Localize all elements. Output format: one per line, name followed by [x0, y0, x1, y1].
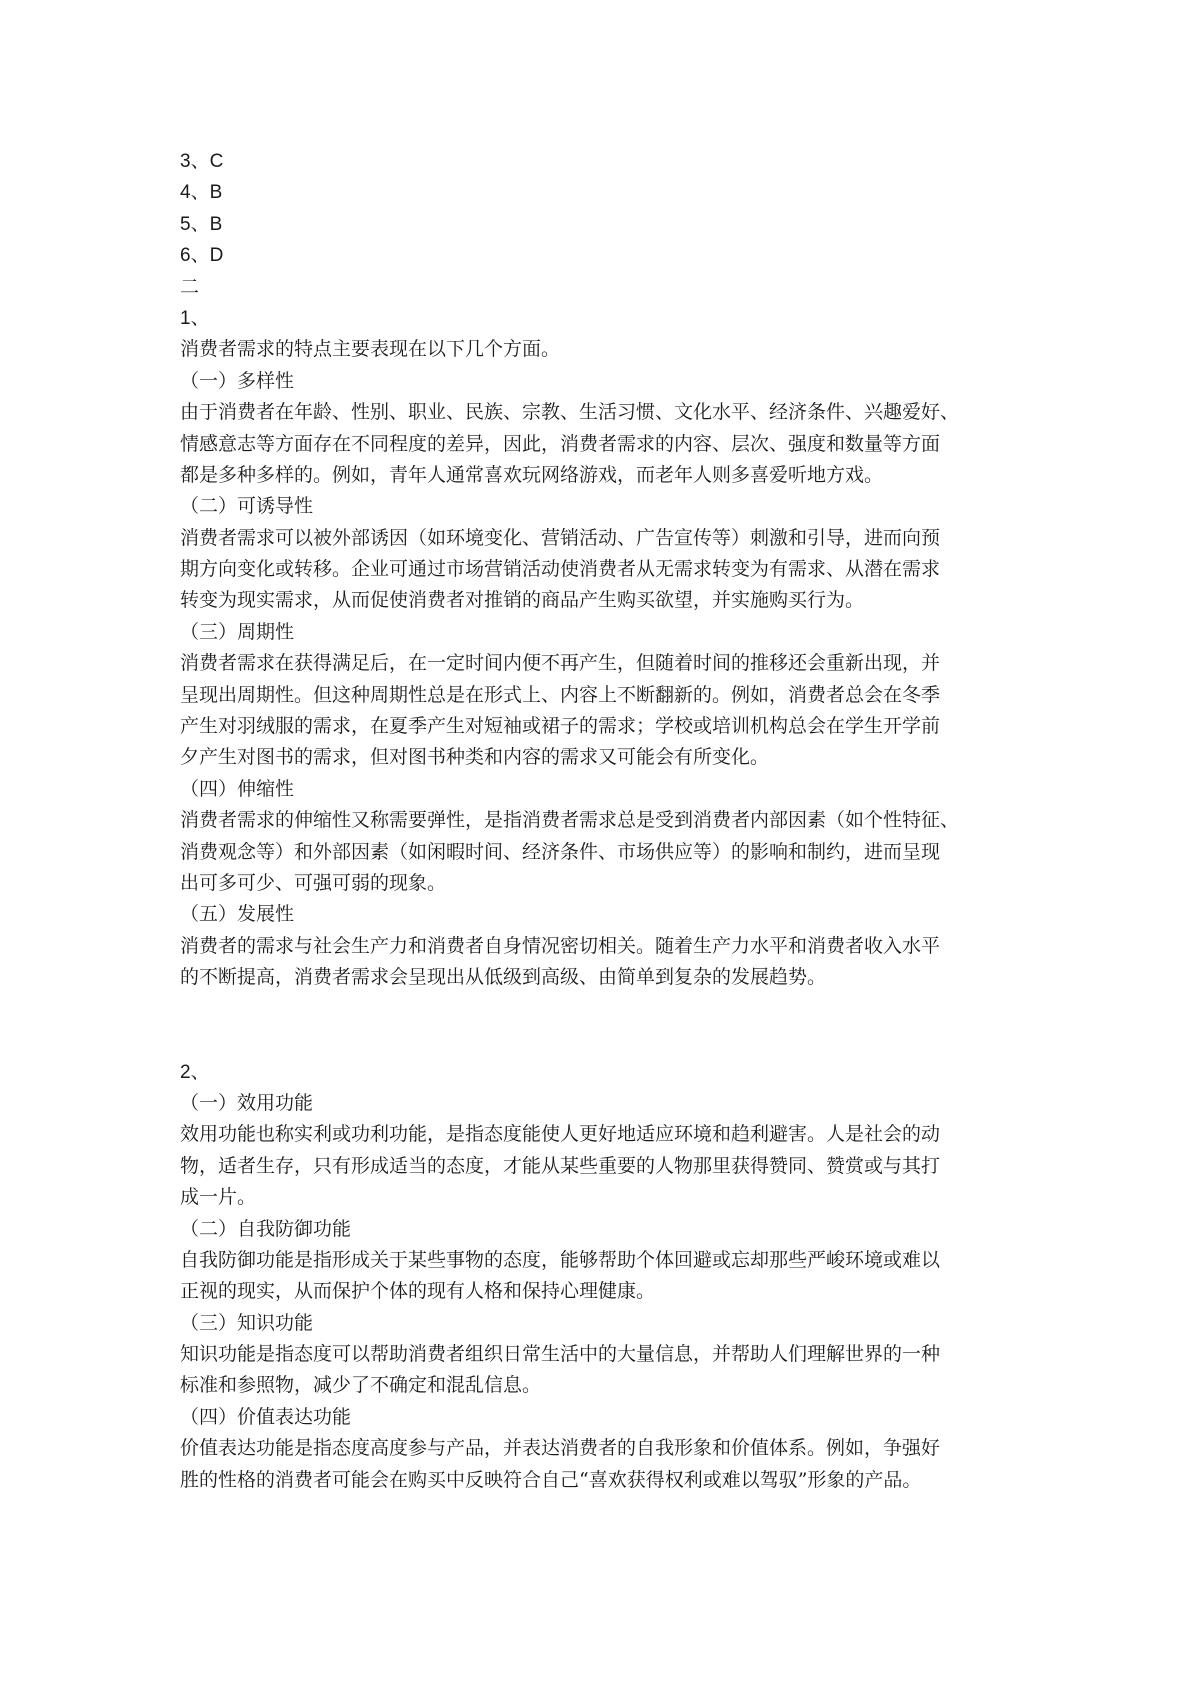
q2-p1-line: 物，适者生存，只有形成适当的态度，才能从某些重要的人物那里获得赞同、赞赏或与其打: [180, 1154, 941, 1177]
q1-heading-2: （二）可诱导性: [180, 495, 314, 518]
q1-heading-4: （四）伸缩性: [180, 777, 295, 800]
q2-heading-2: （二）自我防御功能: [180, 1217, 352, 1240]
q1-p3-line: 呈现出周期性。但这种周期性总是在形式上、内容上不断翻新的。例如，消费者总会在冬季: [180, 683, 941, 706]
answer-3: 3、C: [180, 151, 224, 172]
q1-p4-line: 消费者需求的伸缩性又称需要弹性，是指消费者需求总是受到消费者内部因素（如个性特征、: [180, 809, 960, 832]
q1-heading-1: （一）多样性: [180, 369, 295, 392]
q1-p3-line: 产生对羽绒服的需求，在夏季产生对短袖或裙子的需求；学校或培训机构总会在学生开学前: [180, 715, 941, 738]
q1-heading-3: （三）周期性: [180, 620, 295, 643]
q2-heading-1: （一）效用功能: [180, 1091, 314, 1114]
q1-p1-line: 由于消费者在年龄、性别、职业、民族、宗教、生活习惯、文化水平、经济条件、兴趣爱好、: [180, 401, 960, 424]
q1-p5-line: 的不断提高，消费者需求会呈现出从低级到高级、由简单到复杂的发展趋势。: [180, 966, 827, 989]
q1-p4-line: 出可多可少、可强可弱的现象。: [180, 871, 447, 894]
q2-p2-line: 自我防御功能是指形成关于某些事物的态度，能够帮助个体回避或忘却那些严峻环境或难以: [180, 1248, 941, 1271]
q1-p3-line: 夕产生对图书的需求，但对图书种类和内容的需求又可能会有所变化。: [180, 746, 770, 769]
q2-p4-line: 胜的性格的消费者可能会在购买中反映符合自己“喜欢获得权利或难以驾驭”形象的产品。: [180, 1468, 922, 1491]
answer-5: 5、B: [180, 213, 223, 235]
section-two-heading: 二: [180, 275, 200, 298]
answer-4: 4、B: [180, 182, 223, 204]
q1-p2-line: 消费者需求可以被外部诱因（如环境变化、营销活动、广告宣传等）刺激和引导，进而向预: [180, 526, 941, 549]
q1-p2-line: 转变为现实需求，从而促使消费者对推销的商品产生购买欲望，并实施购买行为。: [180, 589, 865, 612]
q2-heading-4: （四）价值表达功能: [180, 1405, 352, 1428]
q1-intro: 消费者需求的特点主要表现在以下几个方面。: [180, 338, 561, 361]
document-page: [180, 146, 1020, 1496]
q2-p4-line: 价值表达功能是指态度高度参与产品，并表达消费者的自我形象和价值体系。例如，争强好: [180, 1437, 941, 1460]
q1-heading-5: （五）发展性: [180, 903, 295, 926]
q2-p1-line: 效用功能也称实利或功利功能，是指态度能使人更好地适应环境和趋利避害。人是社会的动: [180, 1123, 941, 1146]
q1-p5-line: 消费者的需求与社会生产力和消费者自身情况密切相关。随着生产力水平和消费者收入水平: [180, 934, 941, 957]
q2-p3-line: 标准和参照物，减少了不确定和混乱信息。: [180, 1374, 542, 1397]
q2-number: 2、: [180, 1061, 210, 1083]
q1-number: 1、: [180, 307, 210, 329]
q1-p3-line: 消费者需求在获得满足后，在一定时间内便不再产生，但随着时间的推移还会重新出现，并: [180, 652, 941, 675]
q2-p3-line: 知识功能是指态度可以帮助消费者组织日常生活中的大量信息，并帮助人们理解世界的一种: [180, 1343, 941, 1366]
q1-p2-line: 期方向变化或转移。企业可通过市场营销活动使消费者从无需求转变为有需求、从潜在需求: [180, 558, 941, 581]
q1-p1-line: 都是多种多样的。例如，青年人通常喜欢玩网络游戏，而老年人则多喜爱听地方戏。: [180, 463, 884, 486]
section-spacer: [180, 994, 1020, 1057]
q2-p1-line: 成一片。: [180, 1186, 257, 1209]
q2-heading-3: （三）知识功能: [180, 1311, 314, 1334]
q1-p1-line: 情感意志等方面存在不同程度的差异，因此，消费者需求的内容、层次、强度和数量等方面: [180, 432, 941, 455]
answer-6: 6、D: [180, 245, 224, 267]
q1-p4-line: 消费观念等）和外部因素（如闲暇时间、经济条件、市场供应等）的影响和制约，进而呈现: [180, 840, 941, 863]
q2-p2-line: 正视的现实，从而保护个体的现有人格和保持心理健康。: [180, 1280, 656, 1303]
